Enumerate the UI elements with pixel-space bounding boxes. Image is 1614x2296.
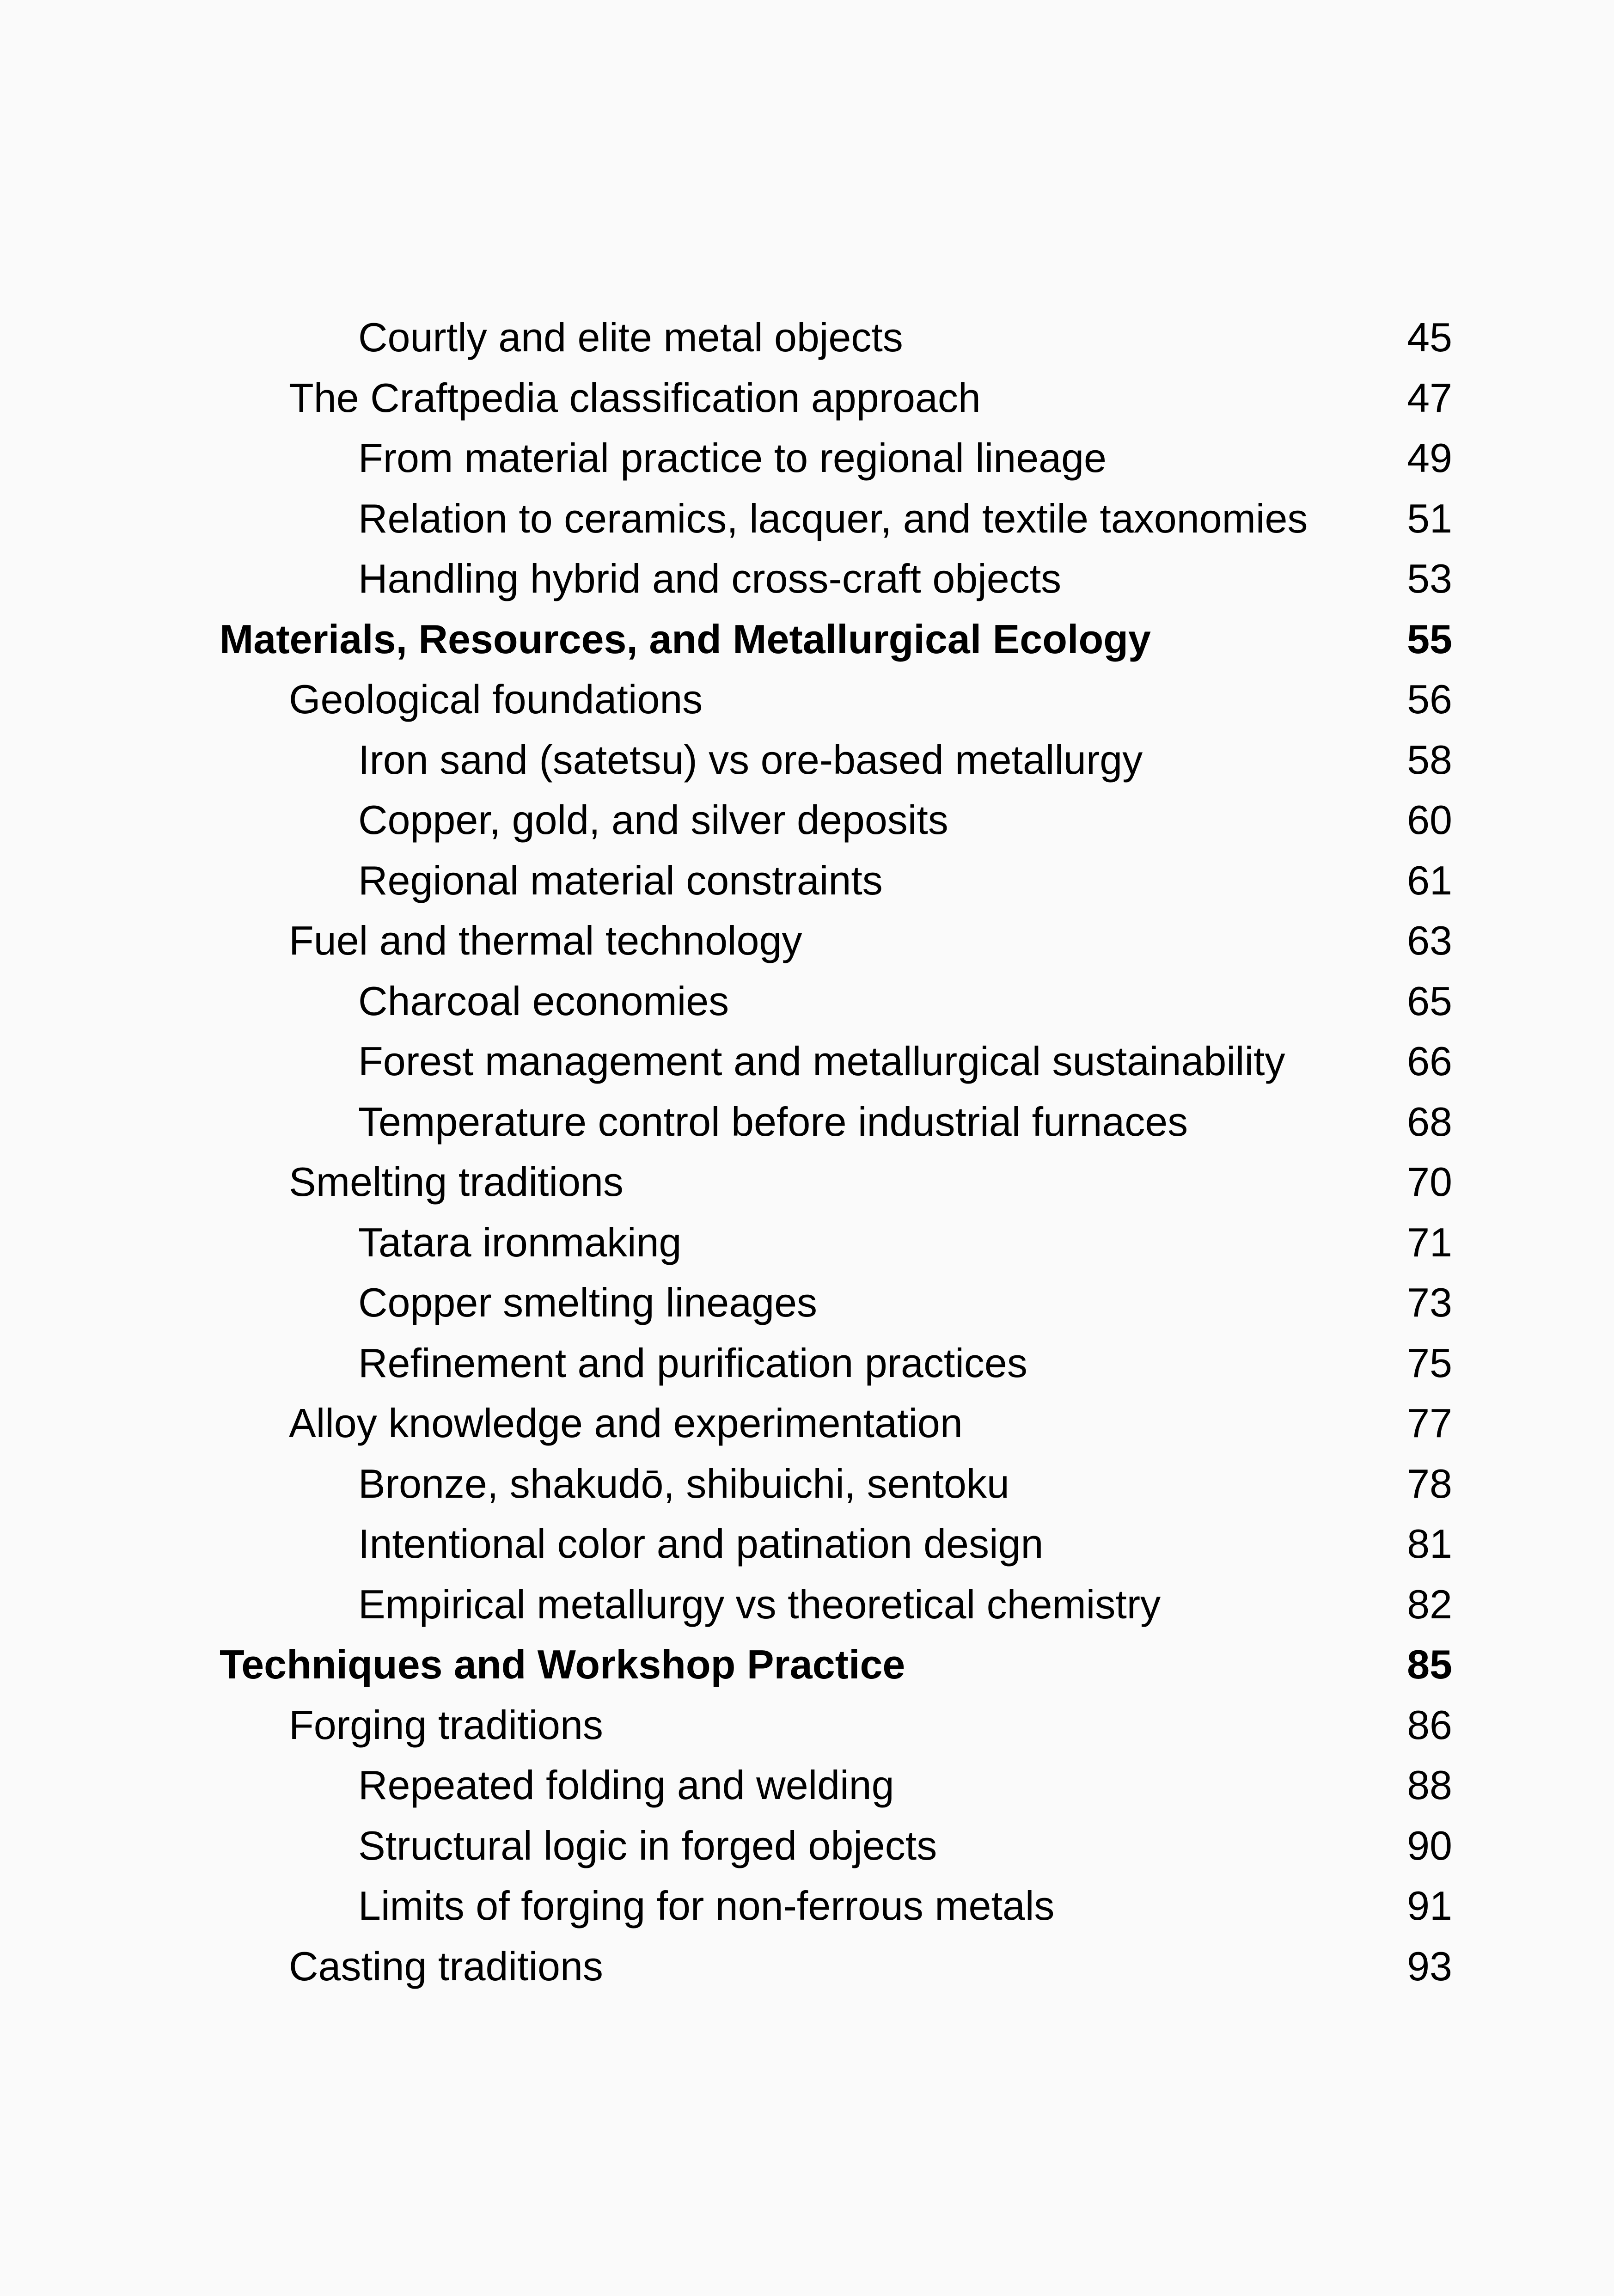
toc-entry-title: Materials, Resources, and Metallurgical Ecology <box>220 616 1151 662</box>
toc-entry <box>0 1936 1614 1996</box>
toc-entry <box>0 971 1614 1031</box>
toc-entry-title: From material practice to regional lineage <box>358 435 1107 481</box>
toc-entry-title: Structural logic in forged objects <box>358 1822 937 1868</box>
toc-entry <box>0 1393 1614 1453</box>
toc-entry-title: Techniques and Workshop Practice <box>220 1641 905 1687</box>
toc-entry <box>0 730 1614 790</box>
toc-entry-title: Temperature control before industrial furnaces <box>358 1098 1188 1145</box>
toc-entry-page-number: 75 <box>1407 1340 1452 1386</box>
toc-entry <box>0 1514 1614 1574</box>
toc-entry <box>0 428 1614 488</box>
toc-entry-page-number: 53 <box>1407 556 1452 601</box>
toc-entry <box>0 851 1614 911</box>
toc-entry-title: Forest management and metallurgical sustainability <box>358 1038 1285 1084</box>
toc-entry-page-number: 88 <box>1407 1762 1452 1808</box>
toc-entry-page-number: 63 <box>1407 918 1452 963</box>
toc-entry-title: Copper, gold, and silver deposits <box>358 797 948 843</box>
toc-entry-page-number: 55 <box>1407 616 1452 662</box>
toc-entry <box>0 1092 1614 1152</box>
toc-entry-page-number: 66 <box>1407 1038 1452 1084</box>
toc-entry <box>0 1333 1614 1393</box>
toc-entry <box>0 307 1614 367</box>
toc-entry-page-number: 68 <box>1407 1098 1452 1145</box>
toc-section-entry <box>0 1635 1614 1695</box>
toc-entry-title: Relation to ceramics, lacquer, and textile taxonomies <box>358 495 1308 541</box>
toc-entry-title: Refinement and purification practices <box>358 1340 1027 1386</box>
toc-entry <box>0 1454 1614 1514</box>
toc-entry-page-number: 85 <box>1407 1641 1452 1687</box>
toc-entry-title: The Craftpedia classification approach <box>289 374 981 421</box>
toc-entry-page-number: 51 <box>1407 495 1452 541</box>
toc-entry <box>0 368 1614 428</box>
toc-entry-page-number: 82 <box>1407 1581 1452 1627</box>
toc-entry-page-number: 61 <box>1407 857 1452 903</box>
toc-entry-title: Charcoal economies <box>358 978 729 1024</box>
toc-entry-title: Handling hybrid and cross-craft objects <box>358 556 1062 601</box>
toc-entry-page-number: 91 <box>1407 1883 1452 1929</box>
toc-entry-title: Bronze, shakudō, shibuichi, sentoku <box>358 1460 1009 1506</box>
toc-entry-page-number: 65 <box>1407 978 1452 1024</box>
toc-entry-page-number: 71 <box>1407 1219 1452 1265</box>
toc-entry-page-number: 58 <box>1407 736 1452 783</box>
toc-entry <box>0 1212 1614 1273</box>
toc-entry-title: Tatara ironmaking <box>358 1219 682 1265</box>
toc-entry-page-number: 45 <box>1407 314 1452 360</box>
toc-entry-title: Regional material constraints <box>358 857 883 903</box>
toc-entry-title: Casting traditions <box>289 1943 603 1989</box>
toc-entry <box>0 1755 1614 1815</box>
toc-entry <box>0 1152 1614 1212</box>
toc-entry-title: Courtly and elite metal objects <box>358 314 903 360</box>
toc-entry-title: Geological foundations <box>289 676 703 722</box>
toc-entry-page-number: 49 <box>1407 435 1452 481</box>
toc-entry-page-number: 70 <box>1407 1159 1452 1205</box>
toc-entry-page-number: 73 <box>1407 1280 1452 1325</box>
toc-entry <box>0 489 1614 549</box>
toc-entry-page-number: 47 <box>1407 374 1452 421</box>
toc-entry <box>0 669 1614 729</box>
toc-entry <box>0 1816 1614 1876</box>
toc-entry-page-number: 93 <box>1407 1943 1452 1989</box>
toc-entry-page-number: 90 <box>1407 1822 1452 1868</box>
toc-entry-title: Repeated folding and welding <box>358 1762 894 1808</box>
toc-entry-title: Smelting traditions <box>289 1159 624 1205</box>
toc-entry-title: Alloy knowledge and experimentation <box>289 1400 963 1446</box>
toc-entry-page-number: 81 <box>1407 1521 1452 1567</box>
toc-entry <box>0 1273 1614 1333</box>
toc-section-entry <box>0 609 1614 669</box>
toc-entry <box>0 1695 1614 1755</box>
toc-entry <box>0 911 1614 971</box>
toc-entry <box>0 790 1614 850</box>
toc-entry-page-number: 56 <box>1407 676 1452 722</box>
toc-entry-title: Copper smelting lineages <box>358 1280 818 1325</box>
toc-entry <box>0 1574 1614 1635</box>
toc-entry-page-number: 60 <box>1407 797 1452 843</box>
toc-entry-title: Iron sand (satetsu) vs ore-based metallurgy <box>358 736 1143 783</box>
toc-entry-page-number: 86 <box>1407 1702 1452 1748</box>
toc-entry-page-number: 77 <box>1407 1400 1452 1446</box>
toc-entry <box>0 1876 1614 1936</box>
toc-entry <box>0 549 1614 609</box>
toc-entry-title: Intentional color and patination design <box>358 1521 1044 1567</box>
toc-entry-title: Limits of forging for non-ferrous metals <box>358 1883 1055 1929</box>
toc-entry <box>0 1031 1614 1091</box>
toc-entry-title: Forging traditions <box>289 1702 603 1748</box>
toc-entry-title: Empirical metallurgy vs theoretical chemistry <box>358 1581 1161 1627</box>
toc-entry-page-number: 78 <box>1407 1460 1452 1506</box>
toc-entry-title: Fuel and thermal technology <box>289 918 802 963</box>
